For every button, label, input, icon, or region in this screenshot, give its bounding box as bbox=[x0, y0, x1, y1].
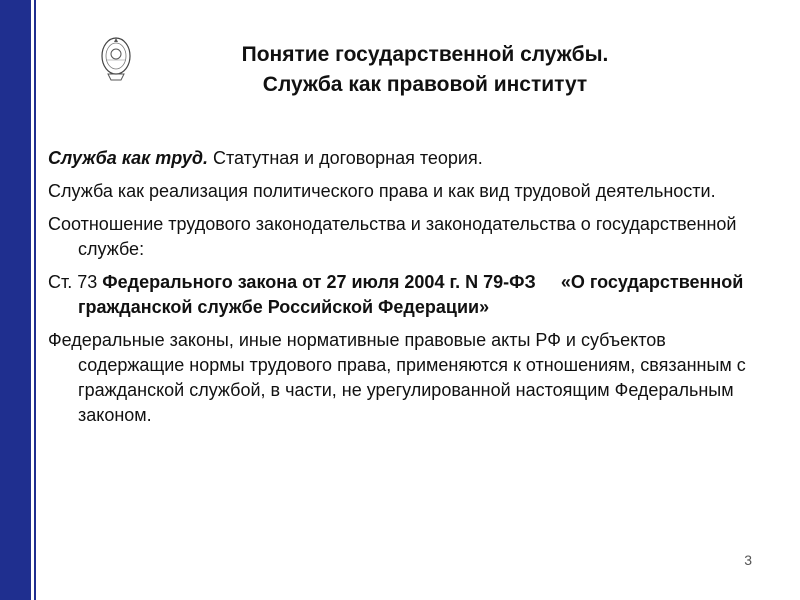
paragraph-legislation-relation: Соотношение трудового законодательства и законодательства о государственной службе: bbox=[48, 214, 737, 259]
service-as-labor-heading: Служба как труд. bbox=[48, 148, 208, 168]
law-name: Федерального закона от 27 июля 2004 г. N 79-ФЗ bbox=[102, 272, 536, 292]
slide-title bbox=[160, 40, 690, 100]
left-accent-stripe bbox=[31, 0, 34, 600]
paragraph-service-as-labor bbox=[48, 146, 748, 171]
paragraph-article-73 bbox=[48, 270, 748, 320]
page-number: 3 bbox=[744, 552, 752, 568]
slide-title-line-1: Понятие государственной службы. bbox=[241, 43, 609, 66]
emblem-icon bbox=[88, 30, 144, 86]
service-as-labor-text: Статутная и договорная теория. bbox=[207, 148, 483, 168]
slide-content bbox=[48, 146, 748, 436]
paragraph-federal-laws: Федеральные законы, иные нормативные правовые акты РФ и субъектов содержащие нормы трудового права, применяются к отношениям, связанным с гражданской службой, в части, не урегулированной настоящим Федеральным законом. bbox=[48, 330, 746, 425]
paragraph-political-right: Служба как реализация политического права и как вид трудовой деятельности. bbox=[48, 181, 716, 201]
slide-title-line-2: Служба как правовой институт bbox=[262, 73, 588, 96]
law-title: «О государственной гражданской службе Российской Федерации» bbox=[78, 272, 744, 317]
article-prefix: Ст. 73 bbox=[48, 272, 103, 292]
